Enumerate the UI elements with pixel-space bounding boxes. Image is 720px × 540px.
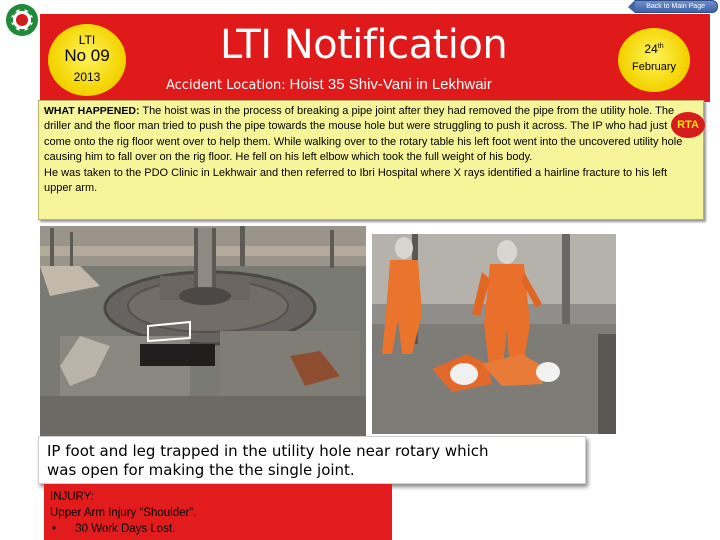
accident-location	[166, 76, 492, 93]
back-to-main-button[interactable]: Back to Main Page	[634, 0, 718, 13]
lti-year: 2013	[73, 70, 101, 84]
date-badge	[618, 28, 690, 92]
location-label: Accident Location:	[166, 78, 286, 93]
injury-box	[44, 484, 392, 540]
lti-number-badge	[48, 24, 126, 96]
injury-description: Upper Arm Injury “Shoulder”.	[50, 507, 197, 519]
injury-days-lost-text: 30 Work Days Lost.	[75, 523, 176, 535]
location-value: Hoist 35 Shiv-Vani in Lekhwair	[289, 76, 492, 93]
date-month: February	[631, 61, 677, 73]
date-day: 24	[644, 42, 658, 56]
what-happened-box	[38, 100, 704, 220]
injury-title: INJURY:	[50, 491, 94, 503]
rta-badge: RTA	[671, 112, 705, 138]
caption-line-1: IP foot and leg trapped in the utility hole near rotary which	[47, 442, 489, 460]
lti-number: No 09	[64, 46, 110, 65]
lti-label: LTI	[78, 33, 96, 47]
photo-caption	[38, 436, 586, 484]
date-day-line	[618, 42, 690, 56]
what-happened-text-2: He was taken to the PDO Clinic in Lekhwair and then referred to Ibri Hospital where X rays identified a hairline fracture to his left upper arm.	[44, 166, 668, 195]
company-logo-icon	[2, 2, 42, 38]
photo-workers	[372, 234, 616, 434]
what-happened-label: WHAT HAPPENED:	[44, 105, 140, 117]
page-title: LTI Notification	[220, 22, 508, 68]
date-suffix: th	[657, 43, 664, 50]
injury-days-lost: • 30 Work Days Lost.	[52, 523, 176, 535]
what-happened-text-1: The hoist was in the process of breaking a pipe joint after they had removed the pipe from the utility hole. The driller and the floor man tried to push the pipe towards the mouse hole but were struggling to push it across. The IP who had just come onto the rig floor went over to help them. While walking over to the rotary table his left foot went into the uncovered utility hole causing him to fall over on the rig floor. He fell on his left elbow which took the full weight of his body.	[44, 105, 683, 164]
photo-rig-floor	[40, 226, 366, 436]
caption-line-2: was open for making the the single joint.	[47, 461, 355, 479]
